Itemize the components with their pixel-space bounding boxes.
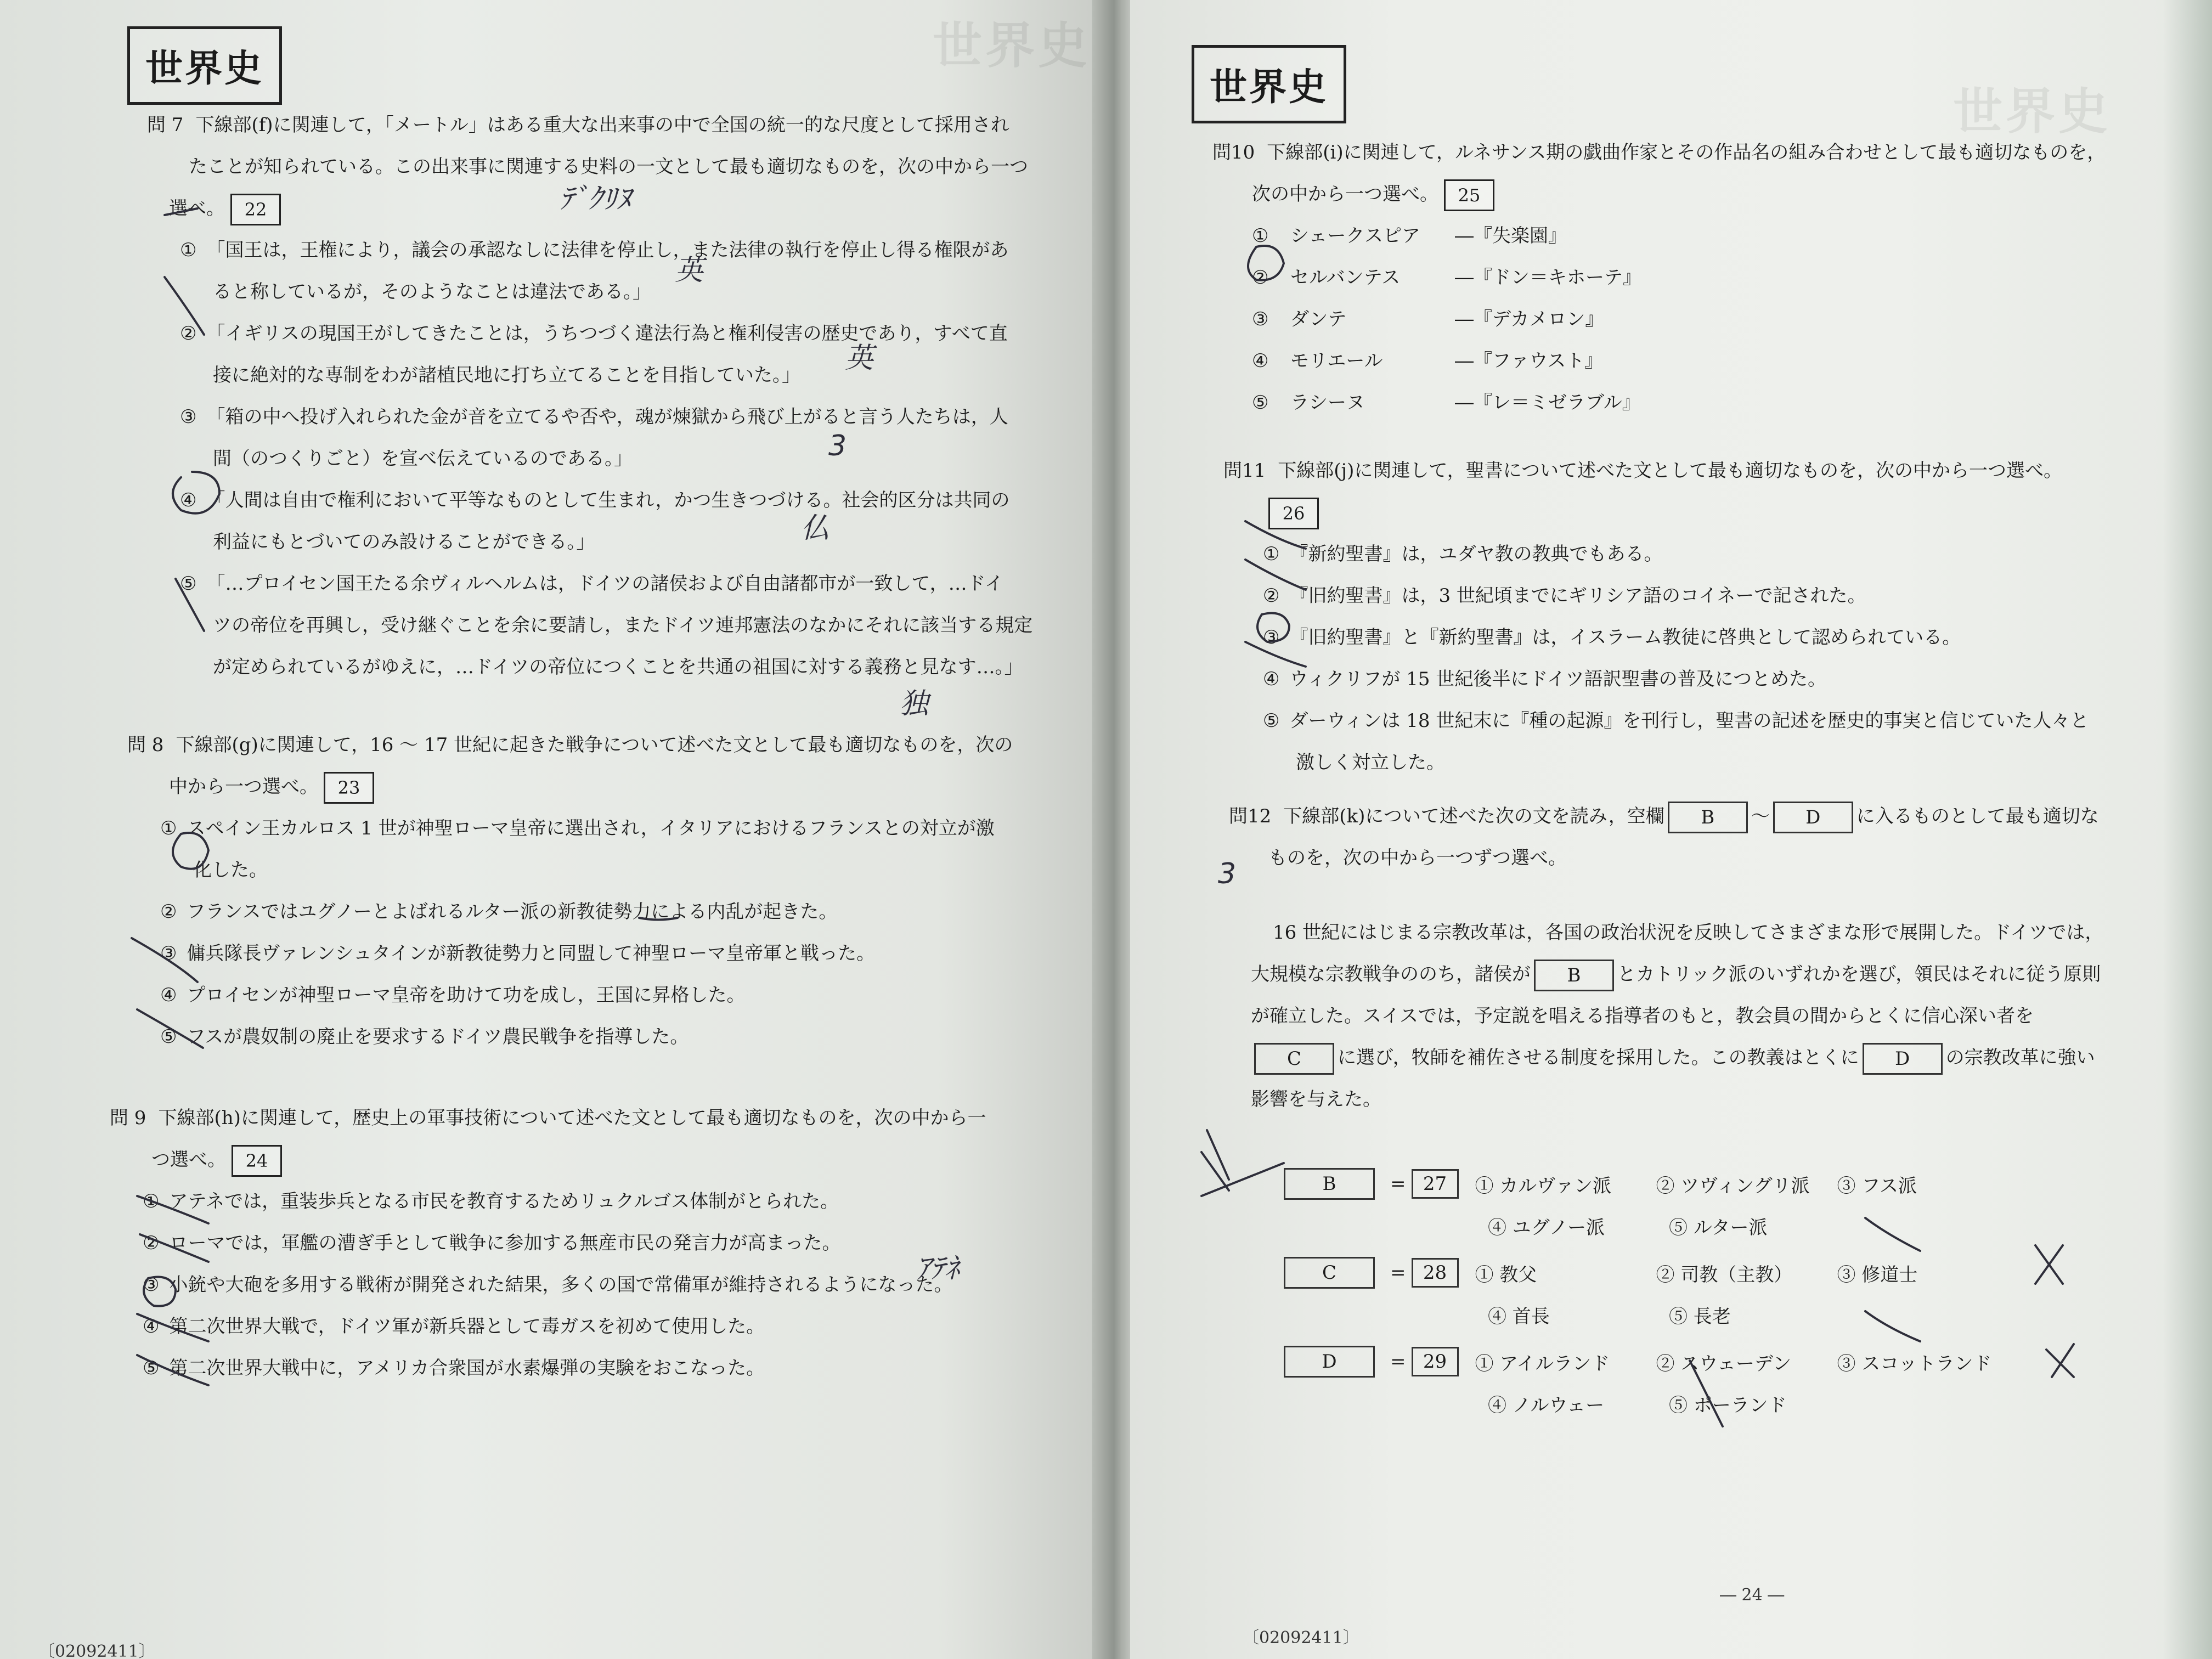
option-text: 『旧約聖書』は，3 世紀頃までにギリシア語のコイネーで記された。 — [1289, 585, 1866, 607]
choice-row — [1284, 1252, 2018, 1294]
question-number: 問10 — [1212, 142, 1255, 163]
option-number: ⑤ — [143, 1357, 160, 1379]
option-row — [1252, 340, 2178, 382]
choice-item: ③ 修道士 — [1837, 1263, 1918, 1286]
question-text: に入るものとして最も適切な — [1856, 805, 2099, 827]
blank-d: D — [1773, 802, 1853, 833]
question-10 — [1212, 132, 2178, 424]
option-row — [1263, 533, 2178, 575]
blank-label: C — [1284, 1257, 1375, 1289]
choice-group — [1284, 1252, 2018, 1335]
option-number: ③ — [1252, 308, 1269, 330]
option-work: ―『失楽園』 — [1455, 225, 1567, 247]
svg-text:英: 英 — [675, 254, 704, 287]
choice-item: ⑤ 長老 — [1669, 1305, 1731, 1328]
option-row — [147, 271, 1080, 313]
option-author: ラシーヌ — [1290, 392, 1365, 414]
choice-item: ③ スコットランド — [1837, 1352, 1992, 1375]
choice-item: ⑤ ルター派 — [1669, 1216, 1768, 1239]
svg-text:独: 独 — [900, 687, 929, 720]
ghost-title: 世界史 — [1953, 83, 2111, 140]
passage-line: 大規模な宗教戦争ののち，諸侯が — [1251, 963, 1531, 985]
option-text: 「イギリスの現国王がしてきたことは，うちつづく違法行為と権利侵害の歴史であり，すべて直 — [206, 323, 1008, 345]
choice-item: ⑤ ポーランド — [1669, 1394, 1787, 1417]
answer-box: 24 — [232, 1145, 282, 1177]
option-work: ―『デカメロン』 — [1455, 308, 1604, 330]
blank-c: C — [1254, 1043, 1334, 1075]
option-number: ④ — [160, 984, 177, 1006]
option-work: ―『レ＝ミゼラブル』 — [1455, 392, 1641, 414]
option-row — [127, 808, 1082, 849]
right-page — [1130, 0, 2212, 1659]
choice-row — [1284, 1341, 2018, 1383]
option-row — [147, 354, 1080, 396]
option-row — [1252, 298, 2178, 340]
option-number: ③ — [143, 1274, 160, 1296]
option-text: ツの帝位を再興し，受け継ぐことを余に要請し，またドイツ連邦憲法のなかにそれに該当する規定 — [213, 614, 1033, 636]
svg-text:ﾃﾞｸﾘﾇ: ﾃﾞｸﾘﾇ — [560, 183, 631, 216]
answer-box: 26 — [1268, 498, 1319, 529]
choice-item: ① アイルランド — [1475, 1352, 1610, 1375]
choice-item: ② スウェーデン — [1656, 1352, 1792, 1375]
option-text: プロイセンが神聖ローマ皇帝を助けて功を成し，王国に昇格した。 — [187, 984, 746, 1006]
option-row — [127, 974, 1082, 1016]
option-text: ローマでは，軍艦の漕ぎ手として戦争に参加する無産市民の発言力が高まった。 — [169, 1232, 841, 1254]
option-number: ⑤ — [180, 573, 197, 595]
option-row — [1252, 382, 2178, 424]
question-number: 問 8 — [127, 734, 164, 756]
passage — [1229, 912, 2183, 1120]
options-list — [147, 229, 1080, 688]
choice-item: ② ツヴィングリ派 — [1656, 1175, 1810, 1197]
option-number: ⑤ — [1263, 710, 1280, 732]
question-text: 下線部(h)に関連して，歴史上の軍事技術について述べた文として最も適切なものを，次の中から一 — [158, 1107, 986, 1129]
choice-row — [1284, 1294, 2018, 1335]
choice-group — [1284, 1341, 2018, 1424]
option-number: ④ — [1252, 350, 1269, 372]
blank-label: D — [1284, 1346, 1375, 1378]
option-text: 傭兵隊長ヴァレンシュタインが新教徒勢力と同盟して神聖ローマ皇帝軍と戦った。 — [187, 943, 876, 964]
equals-sign: = — [1390, 1262, 1406, 1284]
svg-text:ｱﾃﾈ: ｱﾃﾈ — [916, 1252, 960, 1285]
option-text: 第二次世界大戦中に，アメリカ合衆国が水素爆弾の実験をおこなった。 — [169, 1357, 765, 1379]
question-text: 下線部(f)に関連して，「メートル」はある重大な出来事の中で全国の統一的な尺度として採用され — [195, 114, 1009, 136]
option-text: 「人間は自由で権利において平等なものとして生まれ，かつ生きつづける。社会的区分は共同の — [206, 489, 1010, 511]
option-text: ウィクリフが 15 世紀後半にドイツ語訳聖書の普及につとめた。 — [1289, 668, 1826, 690]
option-text: 激しく対立した。 — [1296, 752, 1445, 774]
question-text: 選べ。 — [169, 198, 225, 219]
options-list — [1223, 533, 2178, 783]
choice-row — [1284, 1163, 2018, 1205]
option-row — [147, 438, 1080, 479]
question-number: 問11 — [1223, 460, 1266, 482]
question-11 — [1223, 450, 2178, 783]
option-text: 利益にもとづいてのみ設けることができる。」 — [213, 531, 595, 553]
option-text: ると称しているが，そのようなことは違法である。」 — [213, 281, 651, 303]
option-text: が定められているがゆえに，…ドイツの帝位につくことを共通の祖国に対する義務と見なす…。」 — [213, 656, 1023, 678]
option-row — [110, 1347, 1086, 1389]
choice-item: ④ ユグノー派 — [1488, 1216, 1605, 1239]
question-8 — [127, 724, 1082, 1058]
page-title: 世界史 — [127, 26, 282, 105]
question-text: 次の中から一つ選べ。 — [1252, 183, 1438, 205]
option-row — [1263, 617, 2178, 658]
equals-sign: = — [1390, 1173, 1406, 1195]
question-text: 下線部(g)に関連して，16 ～ 17 世紀に起きた戦争について述べた文として最も適切なものを，次の — [176, 734, 1013, 756]
svg-text:仏: 仏 — [801, 512, 830, 545]
question-number: 問 7 — [147, 114, 184, 136]
passage-line: が確立した。スイスでは，予定説を唱える指導者のもと，教会員の間からとくに信心深い者を — [1251, 1005, 2034, 1027]
passage-line: 影響を与えた。 — [1251, 1088, 1381, 1110]
option-number: ① — [160, 817, 177, 839]
option-number: ④ — [1263, 668, 1280, 690]
option-number: ② — [1263, 585, 1280, 607]
option-text: フランスではユグノーとよばれるルター派の新教徒勢力による内乱が起きた。 — [187, 901, 838, 923]
option-text: 接に絶対的な専制をわが諸植民地に打ち立てることを目指していた。」 — [213, 364, 800, 386]
question-12 — [1229, 795, 2183, 1120]
option-row — [1263, 658, 2178, 700]
option-text: 間（のつくりごと）を宣べ伝えているのである。」 — [213, 448, 633, 470]
blank-label: B — [1284, 1168, 1375, 1200]
ghost-title: 世界史 — [933, 17, 1091, 75]
option-number: ④ — [180, 489, 197, 511]
answer-box: 25 — [1444, 179, 1494, 211]
option-row — [147, 313, 1080, 354]
option-row — [110, 1222, 1086, 1264]
passage-line: 16 世紀にはじまる宗教改革は，各国の政治状況を反映してさまざまな形で展開した。ドイツでは， — [1273, 922, 2104, 944]
option-text: スペイン王カルロス 1 世が神聖ローマ皇帝に選出され，イタリアにおけるフランスとの対立が激 — [187, 817, 995, 839]
choice-item: ④ 首長 — [1488, 1305, 1550, 1328]
option-number: ① — [1263, 543, 1280, 565]
question-text: ものを，次の中から一つずつ選べ。 — [1268, 847, 1567, 869]
left-page — [0, 0, 1103, 1659]
option-row — [147, 563, 1080, 605]
option-number: ③ — [180, 406, 197, 428]
tilde: ～ — [1751, 805, 1770, 827]
exam-code: 〔02092411〕 — [38, 1642, 155, 1659]
question-text: たことが知られている。この出来事に関連する史料の一文として最も適切なものを，次の中から一つ — [189, 156, 1028, 178]
option-row — [147, 479, 1080, 521]
blank-d: D — [1863, 1043, 1943, 1075]
answer-box: 27 — [1412, 1169, 1459, 1199]
option-number: ② — [1252, 267, 1269, 289]
option-text: 化した。 — [193, 859, 268, 881]
option-text: 第二次世界大戦で，ドイツ軍が新兵器として毒ガスを初めて使用した。 — [169, 1316, 765, 1338]
option-row — [147, 229, 1080, 271]
option-row — [127, 1016, 1082, 1058]
option-text: 『旧約聖書』と『新約聖書』は，イスラーム教徒に啓典として認められている。 — [1289, 627, 1961, 648]
question-text: 下線部(k)について述べた次の文を読み，空欄 — [1283, 805, 1664, 827]
answer-box: 22 — [230, 194, 281, 225]
svg-text:英: 英 — [845, 342, 874, 375]
choice-item: ① 教父 — [1475, 1263, 1537, 1286]
option-number: ① — [1252, 225, 1269, 247]
option-number: ② — [160, 901, 177, 923]
passage-line: の宗教改革に強い — [1945, 1047, 2095, 1069]
option-row — [127, 933, 1082, 974]
svg-text:3: 3 — [1218, 857, 1237, 890]
choice-row — [1284, 1205, 2018, 1246]
equals-sign: = — [1390, 1351, 1406, 1373]
option-number: ④ — [143, 1316, 160, 1338]
question-9 — [110, 1097, 1086, 1389]
question-text: 下線部(j)に関連して，聖書について述べた文として最も適切なものを，次の中から一つ選べ。 — [1278, 460, 2062, 482]
option-text: 「…プロイセン国王たる余ヴィルヘルムは，ドイツの諸侯および自由諸都市が一致して，…ドイ — [206, 573, 1003, 595]
passage-line: とカトリック派のいずれかを選び，領民はそれに従う原則 — [1617, 963, 2101, 985]
option-number: ③ — [160, 943, 177, 964]
question-7 — [147, 104, 1080, 688]
option-row — [147, 396, 1080, 438]
option-number: ⑤ — [160, 1026, 177, 1048]
option-work: ―『ファウスト』 — [1455, 350, 1604, 372]
option-row — [1252, 215, 2178, 257]
option-row — [127, 849, 1082, 891]
question-text: 下線部(i)に関連して，ルネサンス期の戯曲作家とその作品名の組み合わせとして最も適切なものを， — [1267, 142, 2106, 163]
choice-item: ① カルヴァン派 — [1475, 1175, 1611, 1197]
choice-item: ④ ノルウェー — [1488, 1394, 1605, 1417]
option-text: 小銃や大砲を多用する戦術が開発された結果，多くの国で常備軍が維持されるようになった。 — [169, 1274, 953, 1296]
choice-row — [1284, 1383, 2018, 1424]
option-row — [1263, 742, 2178, 783]
page-number: ― 24 ― — [1720, 1585, 1785, 1605]
page-title: 世界史 — [1192, 45, 1346, 123]
options-list — [127, 808, 1082, 1058]
option-number: ① — [180, 239, 197, 261]
option-author: ダンテ — [1290, 308, 1347, 330]
option-number: ⑤ — [1252, 392, 1269, 414]
choice-table — [1284, 1163, 2018, 1430]
option-row — [1263, 700, 2178, 742]
option-row — [110, 1264, 1086, 1306]
option-text: フスが農奴制の廃止を要求するドイツ農民戦争を指導した。 — [187, 1026, 689, 1048]
question-text: 中から一つ選べ。 — [169, 776, 318, 798]
question-number: 問 9 — [110, 1107, 146, 1129]
option-text: アテネでは，重装歩兵となる市民を教育するためリュクルゴス体制がとられた。 — [169, 1190, 839, 1212]
option-row — [110, 1181, 1086, 1222]
passage-line: に選び，牧師を補佐させる制度を採用した。この教義はとくに — [1338, 1047, 1859, 1069]
option-row — [127, 891, 1082, 933]
option-number: ① — [143, 1190, 160, 1212]
options-list — [1212, 215, 2178, 424]
blank-b: B — [1668, 802, 1748, 833]
choice-item: ② 司教（主教） — [1656, 1263, 1793, 1286]
option-row — [147, 646, 1080, 688]
choice-item: ③ フス派 — [1837, 1175, 1917, 1197]
question-number: 問12 — [1229, 805, 1272, 827]
option-number: ③ — [1263, 627, 1280, 648]
option-row — [1263, 575, 2178, 617]
option-text: 『新約聖書』は，ユダヤ教の教典でもある。 — [1289, 543, 1663, 565]
question-text: つ選べ。 — [151, 1149, 226, 1171]
exam-code: 〔02092411〕 — [1243, 1628, 1359, 1647]
option-work: ―『ドン＝キホーテ』 — [1455, 267, 1641, 289]
answer-box: 29 — [1412, 1347, 1459, 1376]
option-author: シェークスピア — [1290, 225, 1420, 247]
answer-box: 23 — [324, 772, 374, 804]
options-list — [110, 1181, 1086, 1389]
page-edge — [2163, 0, 2212, 1659]
answer-box: 28 — [1412, 1258, 1459, 1288]
option-text: 「箱の中へ投げ入れられた金が音を立てるや否や，魂が煉獄から飛び上がると言う人たちは，人 — [206, 406, 1008, 428]
blank-b: B — [1534, 960, 1614, 991]
svg-text:3: 3 — [828, 430, 847, 462]
option-row — [147, 605, 1080, 646]
choice-group — [1284, 1163, 2018, 1246]
option-text: 「国王は，王権により，議会の承認なしに法律を停止し，また法律の執行を停止し得る権限があ — [206, 239, 1009, 261]
option-row — [110, 1306, 1086, 1347]
option-author: モリエール — [1290, 350, 1383, 372]
option-row — [1252, 257, 2178, 298]
option-text: ダーウィンは 18 世紀末に『種の起源』を刊行し，聖書の記述を歴史的事実と信じていた人々と — [1289, 710, 2089, 732]
option-number: ② — [143, 1232, 160, 1254]
option-row — [147, 521, 1080, 563]
option-number: ② — [180, 323, 197, 345]
option-author: セルバンテス — [1290, 267, 1401, 289]
